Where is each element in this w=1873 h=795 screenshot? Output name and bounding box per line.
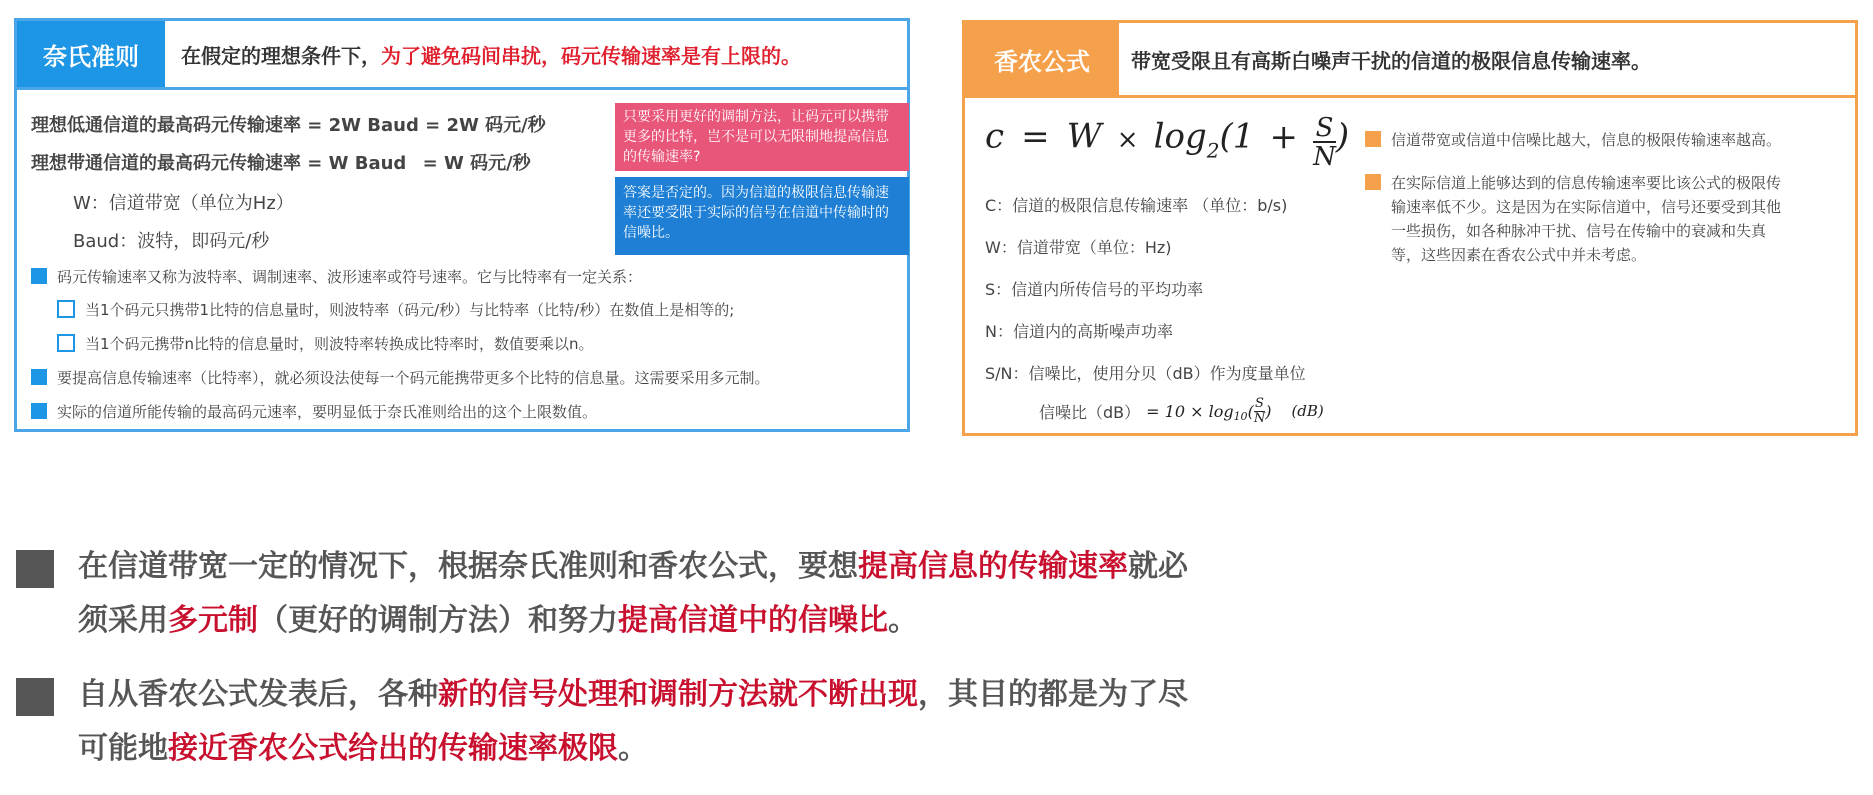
square-bullet-icon [31, 403, 47, 419]
summary-bullet-icon [16, 678, 54, 716]
snr-formula: 信噪比（dB） = 10 × log 10 ( S N ) (dB) [1039, 395, 1324, 426]
shannon-tag: 香农公式 [965, 23, 1119, 95]
summary-bullet-icon [16, 550, 54, 588]
summary-paragraph-1: 在信道带宽一定的情况下，根据奈氏准则和香农公式，要想提高信息的传输速率就必 须采用多元制（更好的调制方法）和努力提高信道中的信噪比。 [78, 549, 1188, 638]
note-item: 在实际信道上能够达到的信息传输速率要比该公式的极限传 输速率低不少。这是因为在实际信道中，信号还要受到其他 一些损伤，如各种脉冲干扰、信号在传输中的衰减和失真 等，这些因素在香农公式中并未考虑。 [1365, 171, 1781, 267]
note-item: 信道带宽或信道中信噪比越大，信息的极限传输速率越高。 [1365, 129, 1781, 150]
def-c: C：信道的极限信息传输速率 （单位：b/s) [985, 196, 1288, 215]
lowpass-formula: 理想低通信道的最高码元传输速率 = 2W Baud = 2W 码元/秒 [31, 115, 546, 136]
hollow-square-icon [57, 300, 75, 318]
def-s: S：信道内所传信号的平均功率 [985, 280, 1204, 299]
square-bullet-icon [31, 369, 47, 385]
sub-bullet-item: 当1个码元携带n比特的信息量时，则波特率转换成比特率时，数值要乘以n。 [57, 333, 594, 354]
bullet-item: 要提高信息传输速率（比特率），就必须设法使每一个码元能携带更多个比特的信息量。这需要采用多元制。 [31, 367, 770, 388]
hollow-square-icon [57, 334, 75, 352]
fraction-s-n: $\frac{S}{N}$ [1313, 113, 1336, 172]
shannon-header-text: 带宽受限且有高斯白噪声干扰的信道的极限信息传输速率。 [1131, 48, 1651, 73]
snr-fraction: S N [1253, 395, 1266, 426]
nyquist-header [17, 21, 907, 90]
question-box: 只要采用更好的调制方法，让码元可以携带更多的比特，岂不是可以无限制地提高信息的传输速率? [615, 103, 909, 171]
square-bullet-icon [31, 268, 47, 284]
def-sn: S/N：信噪比，使用分贝（dB）作为度量单位 [985, 364, 1306, 383]
def-w: W：信道带宽（单位：Hz) [985, 238, 1172, 257]
square-bullet-icon [1365, 131, 1381, 147]
nyquist-header-text: 在假定的理想条件下， 为了避免码间串扰， 码元传输速率是有上限的。 [181, 43, 801, 68]
bullet-item: 实际的信道所能传输的最高码元速率，要明显低于奈氏准则给出的这个上限数值。 [31, 401, 597, 422]
nyquist-panel [14, 18, 910, 432]
def-n: N：信道内的高斯噪声功率 [985, 322, 1173, 341]
shannon-formula: c = W × log2(1 + $\frac{S}{N}$ ) [985, 113, 1350, 172]
sub-bullet-item: 当1个码元只携带1比特的信息量时，则波特率（码元/秒）与比特率（比特/秒）在数值上是相等的; [57, 299, 734, 320]
summary-paragraph-2: 自从香农公式发表后，各种新的信号处理和调制方法就不断出现，其目的都是为了尽 可能地接近香农公式给出的传输速率极限。 [78, 677, 1188, 766]
shannon-header [965, 23, 1855, 98]
def-baud: Baud：波特，即码元/秒 [73, 231, 270, 252]
def-w: W：信道带宽（单位为Hz） [73, 193, 294, 214]
square-bullet-icon [1365, 174, 1381, 190]
answer-box: 答案是否定的。因为信道的极限信息传输速率还要受限于实际的信号在信道中传输时的信噪比。 [615, 177, 909, 255]
bullet-item: 码元传输速率又称为波特率、调制速率、波形速率或符号速率。它与比特率有一定关系： [31, 266, 642, 287]
nyquist-tag: 奈氏准则 [17, 21, 165, 87]
bandpass-formula: 理想带通信道的最高码元传输速率 = W Baud = W 码元/秒 [31, 153, 531, 174]
shannon-panel [962, 20, 1858, 436]
